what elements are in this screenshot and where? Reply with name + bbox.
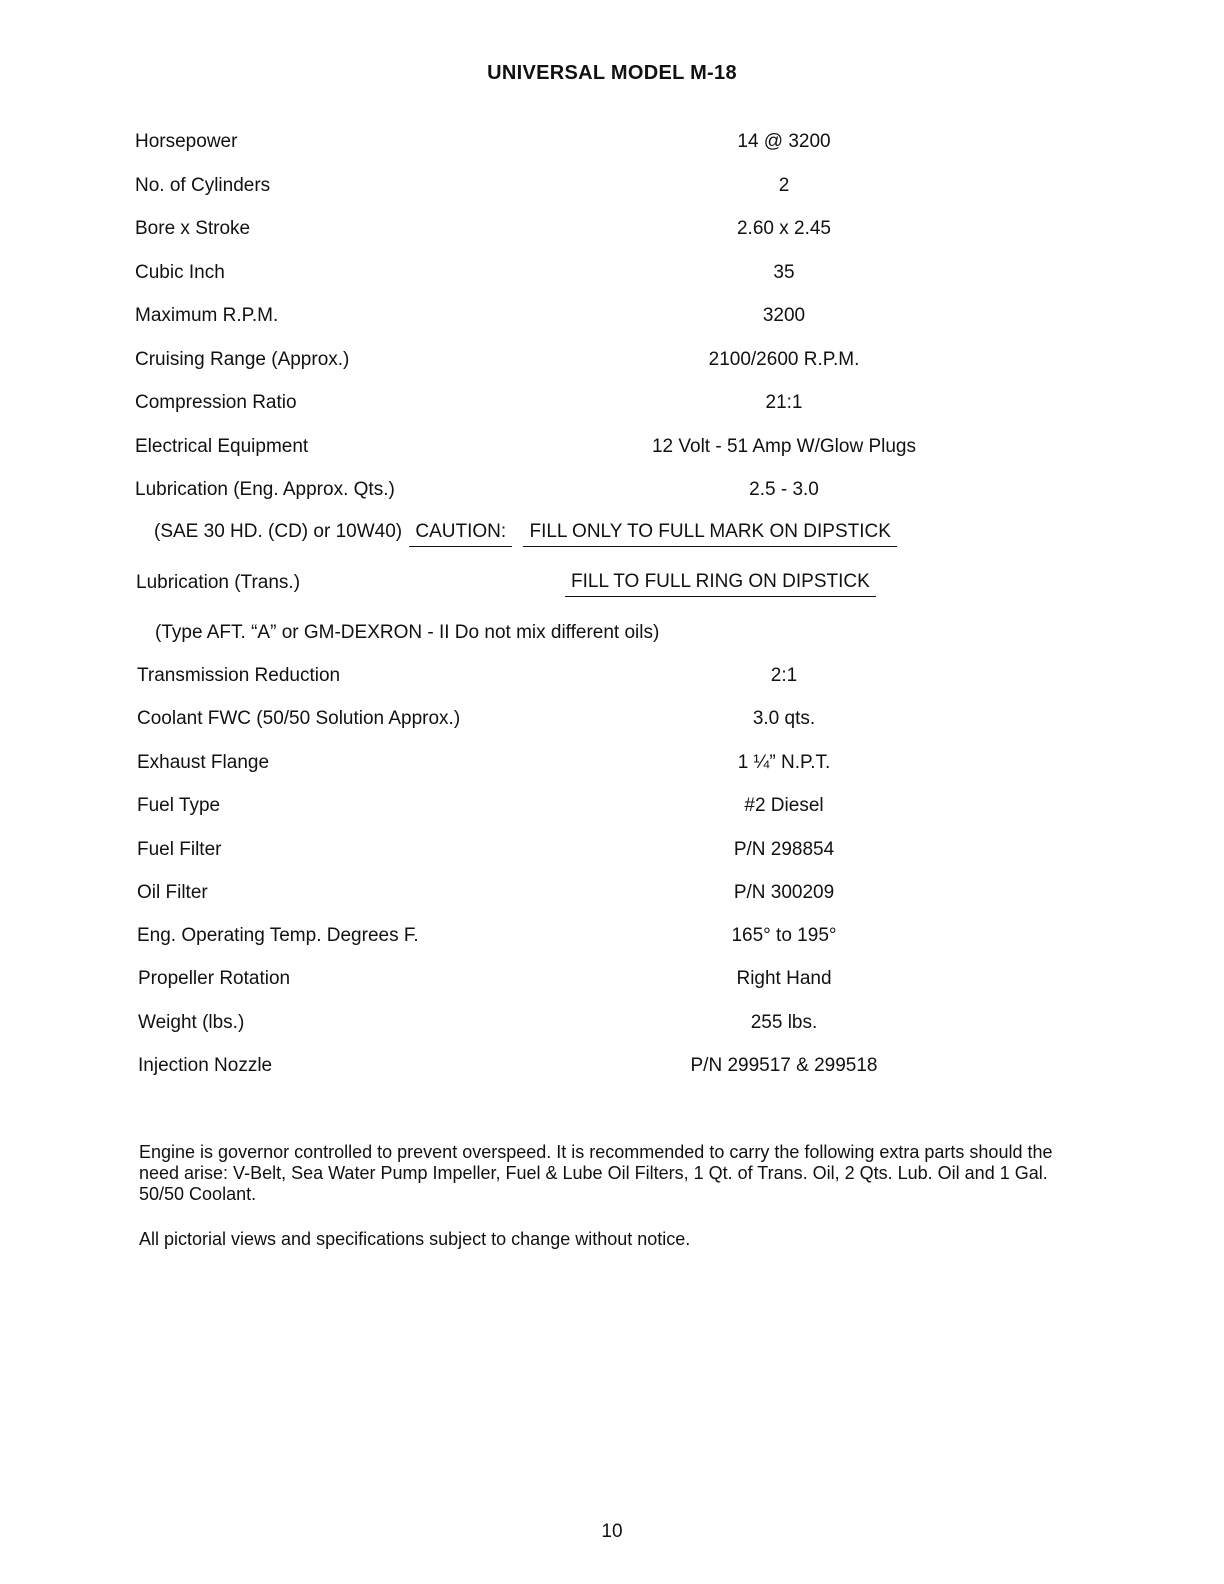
caution-instruction: FILL ONLY TO FULL MARK ON DIPSTICK [523,520,896,547]
spec-value: #2 Diesel [744,795,824,816]
spec-value: 35 [773,262,795,283]
spec-value: 3.0 qts. [752,708,816,729]
spec-value: Right Hand [736,968,832,989]
spec-label: Cubic Inch [135,262,225,283]
spec-label: Horsepower [135,131,238,152]
spec-value: 1 ¼” N.P.T. [737,752,831,773]
spec-value: 2.60 x 2.45 [736,218,832,239]
trans-note: (Type AFT. “A” or GM-DEXRON - II Do not mix different oils) [155,622,660,643]
spec-value: P/N 298854 [733,839,835,860]
spec-value: 12 Volt - 51 Amp W/Glow Plugs [651,436,916,457]
spec-value: 255 lbs. [750,1012,818,1033]
trans-lube-instruction: FILL TO FULL RING ON DIPSTICK [565,570,876,597]
spec-label: Electrical Equipment [135,436,309,457]
spec-label: Fuel Filter [137,839,222,860]
spec-label: Coolant FWC (50/50 Solution Approx.) [137,708,461,729]
caution-label: CAUTION: [409,520,512,547]
spec-label: Compression Ratio [135,392,297,413]
spec-value: P/N 299517 & 299518 [690,1055,878,1076]
spec-label: Lubrication (Eng. Approx. Qts.) [135,479,395,500]
spec-value: 2100/2600 R.P.M. [708,349,860,370]
spec-label: Weight (lbs.) [138,1012,245,1033]
governor-note: Engine is governor controlled to prevent overspeed. It is recommended to carry the following extra parts should the need arise: V-Belt, Sea Water Pump Impeller, Fuel & Lube Oil Filters, 1 Qt. of Trans. Oil, 2 Qts. Lub. Oil and 1 Gal. 50/50 Coolant. [139,1142,1053,1204]
disclaimer: All pictorial views and specifications subject to change without notice. [139,1229,691,1249]
trans-lube-value [565,569,876,597]
spec-value: 3200 [762,305,806,326]
spec-label: Transmission Reduction [137,665,341,686]
spec-value: 21:1 [765,392,803,413]
spec-label: Bore x Stroke [135,218,251,239]
spec-label: Eng. Operating Temp. Degrees F. [137,925,419,946]
spec-label: Propeller Rotation [138,968,291,989]
spec-label: Oil Filter [137,882,208,903]
page-title: UNIVERSAL MODEL M-18 [487,62,737,84]
lube-note [154,519,897,547]
spec-label: No. of Cylinders [135,175,271,196]
spec-value: 2:1 [770,665,798,686]
spec-label: Injection Nozzle [138,1055,273,1076]
spec-value: P/N 300209 [733,882,835,903]
page-number: 10 [601,1521,623,1542]
spec-value: 165° to 195° [731,925,837,946]
spec-label: Exhaust Flange [137,752,270,773]
spec-value: 14 @ 3200 [737,131,831,152]
spec-label: Cruising Range (Approx.) [135,349,350,370]
spec-label: Lubrication (Trans.) [136,572,301,593]
lube-oil-type: (SAE 30 HD. (CD) or 10W40) [154,521,403,542]
spec-label: Maximum R.P.M. [135,305,279,326]
spec-value: 2.5 - 3.0 [749,479,819,500]
spec-value: 2 [778,175,790,196]
spec-label: Fuel Type [137,795,221,816]
